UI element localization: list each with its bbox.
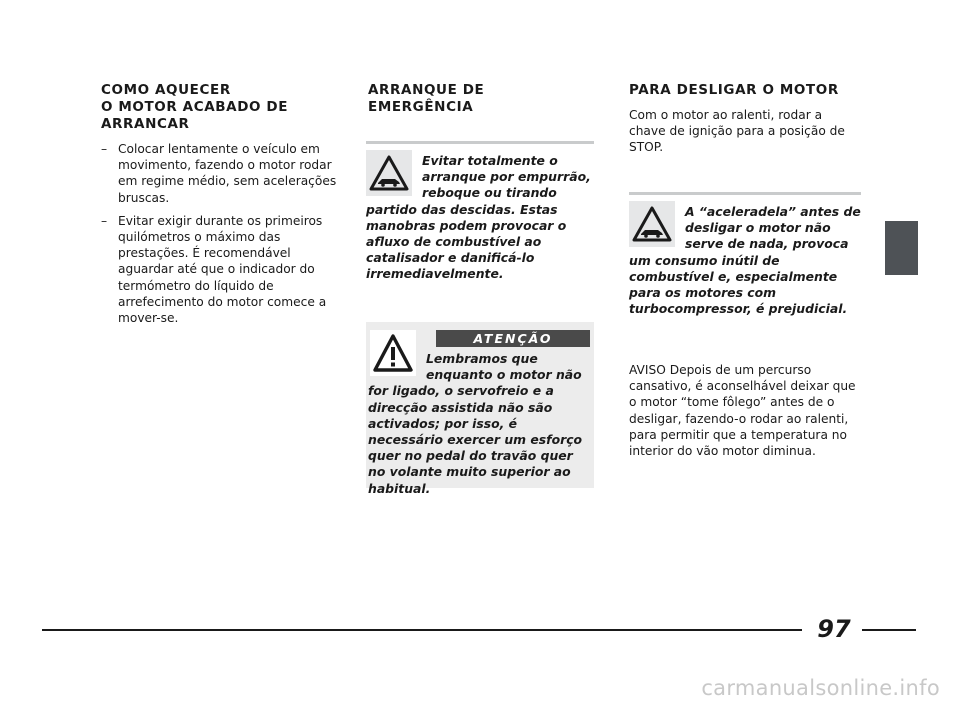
notice-block — [629, 362, 861, 459]
page-number: 97 — [817, 615, 851, 643]
switch-off-intro: Com o motor ao ralenti, rodar a chave de ignição para a posição de STOP. — [629, 108, 845, 155]
list-item — [101, 213, 337, 326]
attention-text: Lembramos que enquanto o motor não for ligado, o servofreio e a direcção assistida não são activados; por isso, é necessário exercer um esforço quer no pedal do travão quer no volante muito superior ao habitual. — [368, 351, 583, 496]
warning-text-switch-off: A “aceleradela” antes de desligar o motor não serve de nada, provoca um consumo inútil de combustível e, especialmente para os motores com turbocompressor, é prejudicial. — [629, 204, 861, 317]
warning-box-switch-off — [629, 192, 861, 317]
section-heading-warm-up: COMO AQUECER O MOTOR ACABADO DE ARRANCAR — [101, 82, 289, 132]
warning-car-icon — [629, 201, 675, 247]
list-item-text: Evitar exigir durante os primeiros quilómetros o máximo das prestações. É recomendável aguardar até que o indicador do termómetro do líquido de arrefecimento do motor comece a mover-se. — [118, 213, 327, 326]
list-dash: – — [101, 213, 108, 228]
section-tab-marker — [885, 221, 918, 275]
warning-box-emergency — [366, 141, 594, 283]
column-warm-up — [101, 82, 337, 333]
section-heading-emergency-start: ARRANQUE DE EMERGÊNCIA — [368, 82, 485, 115]
column-emergency-start — [368, 82, 594, 116]
warning-car-icon — [366, 150, 412, 196]
footer-rule-left — [42, 629, 802, 631]
attention-label: ATENÇÃO — [436, 330, 590, 347]
watermark: carmanualsonline.info — [701, 676, 940, 700]
section-heading-switch-off: PARA DESLIGAR O MOTOR — [629, 82, 839, 98]
list-dash: – — [101, 142, 108, 156]
warning-exclamation-icon — [370, 330, 416, 376]
column-switch-off — [629, 82, 861, 156]
warning-text-emergency: Evitar totalmente o arranque por empurrão, reboque ou tirando partido das descidas. Estas manobras podem provocar o afluxo de combustível ao catalisador e danificá-lo irremediavelmente. — [366, 153, 591, 282]
footer-rule-right — [862, 629, 916, 631]
warm-up-list — [101, 141, 337, 326]
notice-text: AVISO Depois de um percurso cansativo, é aconselhável deixar que o motor “tome fôlego” antes de o desligar, fazendo-o rodar ao ralenti, para permitir que a temperatura no interior do vão motor diminua. — [629, 363, 856, 459]
list-item — [101, 141, 337, 206]
list-item-text: Colocar lentamente o veículo em movimento, fazendo o motor rodar em regime médio, sem acelerações bruscas. — [118, 142, 337, 205]
attention-box — [366, 322, 594, 496]
